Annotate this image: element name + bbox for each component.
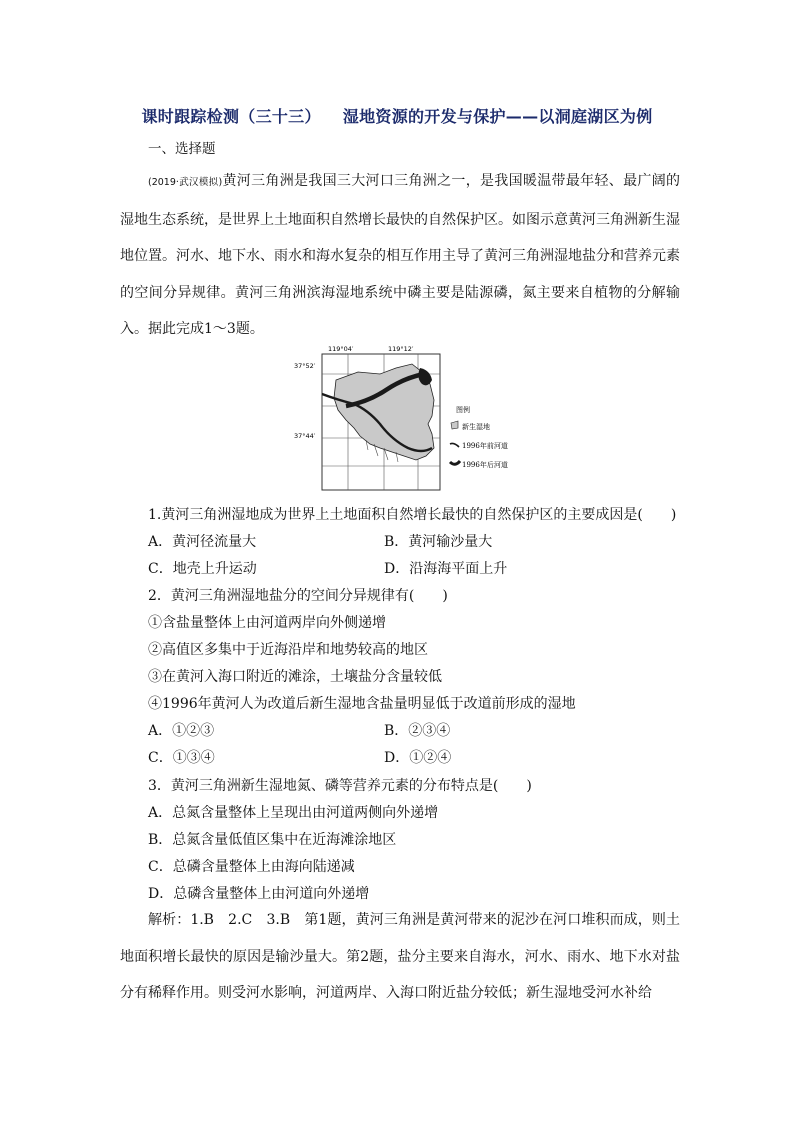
legend-pre-river: 1996年前河道 — [462, 442, 508, 450]
q1-option-b: B．黄河输沙量大 — [384, 534, 493, 550]
title-right: 湿地资源的开发与保护——以洞庭湖区为例 — [342, 107, 653, 126]
q3-option-b: B．总氮含量低值区集中在近海滩涂地区 — [148, 832, 397, 848]
q2-item-1: ①含盐量整体上由河道两岸向外侧递增 — [148, 615, 386, 631]
q2-item-4: ④1996年黄河人为改道后新生湿地含盐量明显低于改道前形成的湿地 — [148, 696, 576, 712]
q2-option-c: C．①③④ — [148, 750, 215, 766]
title-left: 课时跟踪检测（三十三） — [141, 107, 321, 126]
legend-wetland-swatch — [451, 421, 458, 429]
q2-item-2: ②高值区多集中于近海沿岸和地势较高的地区 — [148, 642, 428, 658]
q3-option-d: D．总磷含量整体上由河道向外递增 — [148, 886, 370, 902]
q1-option-a: A．黄河径流量大 — [148, 534, 257, 550]
section-heading: 一、选择题 — [148, 141, 216, 157]
question-2-stem: 2．黄河三角洲湿地盐分的空间分异规律有( ) — [148, 588, 448, 604]
legend-title: 图例 — [456, 406, 470, 414]
delta-map — [288, 344, 538, 494]
lat-label-1: 37°52′ — [294, 362, 316, 370]
q3-option-c: C．总磷含量整体上由海向陆递减 — [148, 859, 355, 875]
legend-wetland: 新生湿地 — [462, 423, 490, 431]
intro-paragraph — [120, 163, 680, 348]
q1-option-c: C．地壳上升运动 — [148, 561, 257, 577]
lon-label-1: 119°04′ — [328, 345, 354, 353]
analysis-paragraph: 解析：1.B 2.C 3.B 第1题，黄河三角洲是黄河带来的泥沙在河口堆积而成，则土地面积增长最快的原因是输沙量大。第2题，盐分主要来自海水，河水、雨水、地下水对盐分有稀释作用。则受河水影响，河道两岸、入海口附近盐分较低；新生湿地受河水补给 — [120, 912, 680, 1001]
legend-post-river: 1996年后河道 — [462, 461, 508, 469]
question-1-stem: 1.黄河三角洲湿地成为世界上土地面积自然增长最快的自然保护区的主要成因是( ) — [148, 507, 677, 523]
legend-post-river-swatch — [450, 461, 460, 464]
legend-pre-river-swatch — [450, 443, 459, 447]
q1-option-d: D．沿海海平面上升 — [384, 561, 508, 577]
q2-item-3: ③在黄河入海口附近的滩涂，土壤盐分含量较低 — [148, 669, 442, 685]
q3-option-a: A．总氮含量整体上呈现出由河道两侧向外递增 — [148, 805, 439, 821]
question-3-stem: 3．黄河三角洲新生湿地氮、磷等营养元素的分布特点是( ) — [148, 778, 532, 794]
page-title — [0, 104, 794, 127]
q2-option-b: B．②③④ — [384, 723, 451, 739]
intro-text: 黄河三角洲是我国三大河口三角洲之一，是我国暖温带最年轻、最广阔的湿地生态系统，是世界上土地面积自然增长最快的自然保护区。如图示意黄河三角洲新生湿地位置。河水、地下水、雨水和海水复杂的相互作用主导了黄河三角洲湿地盐分和营养元素的空间分异规律。黄河三角洲滨海湿地系统中磷主要是陆源磷，氮主要来自植物的分解输入。据此完成1～3题。 — [120, 173, 681, 337]
lat-label-2: 37°44′ — [294, 432, 316, 440]
q2-option-d: D．①②④ — [384, 750, 452, 766]
q2-option-a: A．①②③ — [148, 723, 215, 739]
lon-label-2: 119°12′ — [388, 345, 414, 353]
intro-source: (2019·武汉模拟) — [148, 177, 223, 188]
